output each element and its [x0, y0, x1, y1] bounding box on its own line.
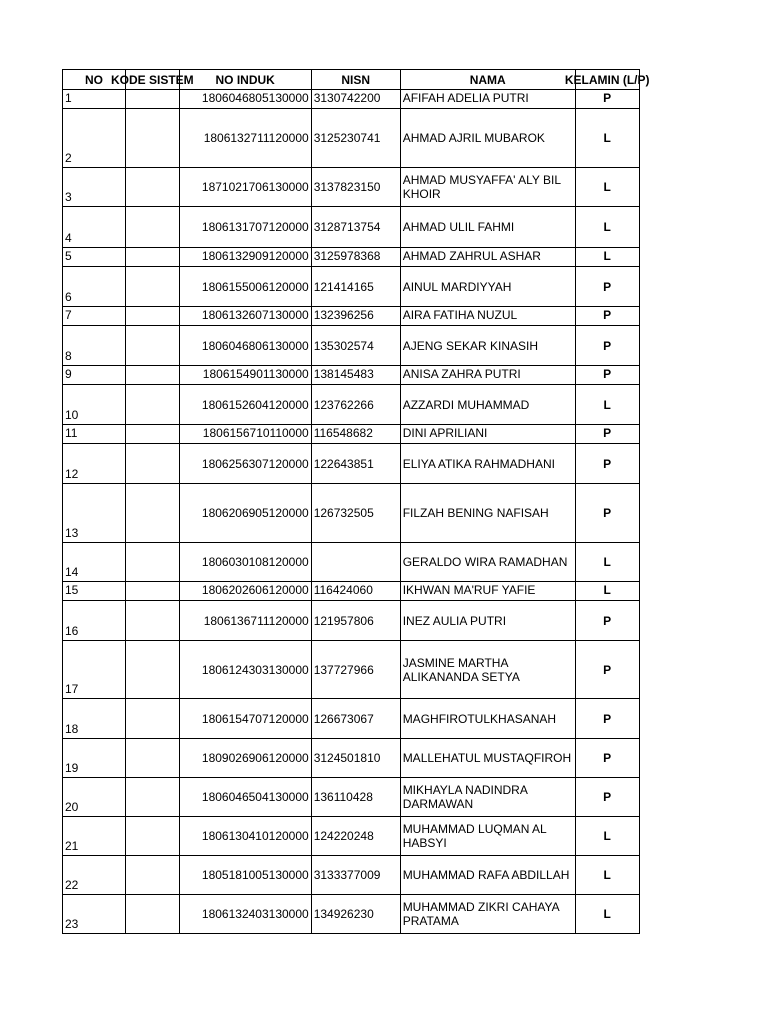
row-kode-sistem [126, 326, 180, 366]
row-kelamin: L [575, 817, 639, 856]
row-nama: AIRA FATIHA NUZUL [400, 307, 575, 326]
row-nama: MAGHFIROTULKHASANAH [400, 699, 575, 739]
row-nama: AFIFAH ADELIA PUTRI [400, 90, 575, 109]
table-row [63, 326, 640, 366]
row-no: 4 [63, 207, 126, 248]
row-kelamin: L [575, 582, 639, 601]
row-no: 1 [63, 90, 126, 109]
row-kode-sistem [126, 267, 180, 307]
table-body [63, 90, 640, 934]
row-no-induk: 1806152604120000 [179, 385, 311, 425]
row-nama: INEZ AULIA PUTRI [400, 601, 575, 641]
row-no-induk: 1806046806130000 [179, 326, 311, 366]
header-row [63, 70, 640, 90]
row-no: 16 [63, 601, 126, 641]
row-no: 17 [63, 641, 126, 699]
row-no: 18 [63, 699, 126, 739]
table-row [63, 444, 640, 484]
row-no-induk: 1806132909120000 [179, 248, 311, 267]
row-kelamin: P [575, 444, 639, 484]
header-nama: NAMA [400, 70, 575, 90]
row-nama: ANISA ZAHRA PUTRI [400, 366, 575, 385]
row-nama: AZZARDI MUHAMMAD [400, 385, 575, 425]
row-no: 10 [63, 385, 126, 425]
row-nama: MIKHAYLA NADINDRA DARMAWAN [400, 778, 575, 817]
row-kelamin: P [575, 366, 639, 385]
header-kelamin-label: KELAMIN (L/P) [564, 72, 650, 87]
table-row [63, 484, 640, 543]
row-nisn: 136110428 [311, 778, 400, 817]
row-kode-sistem [126, 543, 180, 582]
row-nama: IKHWAN MA'RUF YAFIE [400, 582, 575, 601]
table-row [63, 248, 640, 267]
row-no-induk: 1806132711120000 [179, 109, 311, 168]
row-no: 21 [63, 817, 126, 856]
row-kode-sistem [126, 856, 180, 895]
table-row [63, 425, 640, 444]
row-no: 14 [63, 543, 126, 582]
row-kode-sistem [126, 425, 180, 444]
row-no: 8 [63, 326, 126, 366]
row-kelamin: L [575, 109, 639, 168]
row-kelamin: P [575, 778, 639, 817]
row-no-induk: 1806132607130000 [179, 307, 311, 326]
table-row [63, 90, 640, 109]
row-kelamin: L [575, 385, 639, 425]
table-row [63, 699, 640, 739]
row-nama: JASMINE MARTHA ALIKANANDA SETYA [400, 641, 575, 699]
row-nama: AHMAD ULIL FAHMI [400, 207, 575, 248]
table-row [63, 778, 640, 817]
row-nisn: 3137823150 [311, 168, 400, 207]
row-no-induk: 1806046805130000 [179, 90, 311, 109]
table-row [63, 895, 640, 934]
row-kelamin: P [575, 699, 639, 739]
row-nama: AINUL MARDIYYAH [400, 267, 575, 307]
row-no: 13 [63, 484, 126, 543]
row-no-induk: 1806154707120000 [179, 699, 311, 739]
row-no: 9 [63, 366, 126, 385]
row-kode-sistem [126, 307, 180, 326]
row-nama: AHMAD MUSYAFFA' ALY BIL KHOIR [400, 168, 575, 207]
row-kelamin: P [575, 90, 639, 109]
row-kelamin: P [575, 739, 639, 778]
row-no-induk: 1809026906120000 [179, 739, 311, 778]
row-nama: MALLEHATUL MUSTAQFIROH [400, 739, 575, 778]
row-no: 20 [63, 778, 126, 817]
row-no-induk: 1806124303130000 [179, 641, 311, 699]
row-nisn: 3124501810 [311, 739, 400, 778]
row-nisn: 126673067 [311, 699, 400, 739]
row-nisn: 134926230 [311, 895, 400, 934]
row-no-induk: 1806132403130000 [179, 895, 311, 934]
row-kode-sistem [126, 895, 180, 934]
row-kelamin: P [575, 601, 639, 641]
header-no: NO [63, 70, 126, 90]
row-kode-sistem [126, 699, 180, 739]
row-nisn: 116548682 [311, 425, 400, 444]
table-row [63, 856, 640, 895]
row-no-induk: 1805181005130000 [179, 856, 311, 895]
row-kode-sistem [126, 90, 180, 109]
row-kelamin: P [575, 307, 639, 326]
row-nama: AJENG SEKAR KINASIH [400, 326, 575, 366]
table-row [63, 109, 640, 168]
row-nisn: 121957806 [311, 601, 400, 641]
row-nisn: 3128713754 [311, 207, 400, 248]
row-no: 2 [63, 109, 126, 168]
row-no-induk: 1806155006120000 [179, 267, 311, 307]
row-no-induk: 1806202606120000 [179, 582, 311, 601]
row-nama: DINI APRILIANI [400, 425, 575, 444]
row-nisn: 132396256 [311, 307, 400, 326]
row-nama: AHMAD AJRIL MUBAROK [400, 109, 575, 168]
header-no-induk: NO INDUK [179, 70, 311, 90]
row-kelamin: L [575, 168, 639, 207]
row-nisn: 3133377009 [311, 856, 400, 895]
row-kelamin: P [575, 326, 639, 366]
row-nisn: 137727966 [311, 641, 400, 699]
row-kode-sistem [126, 739, 180, 778]
row-nama: MUHAMMAD LUQMAN AL HABSYI [400, 817, 575, 856]
student-table [62, 69, 650, 934]
row-nama: ELIYA ATIKA RAHMADHANI [400, 444, 575, 484]
row-kode-sistem [126, 248, 180, 267]
row-kode-sistem [126, 778, 180, 817]
row-nisn: 138145483 [311, 366, 400, 385]
row-no: 23 [63, 895, 126, 934]
header-kode-sistem-label: KODE SISTEM [111, 72, 194, 87]
row-kode-sistem [126, 641, 180, 699]
row-kelamin: P [575, 484, 639, 543]
table-row [63, 307, 640, 326]
row-no-induk: 1806131707120000 [179, 207, 311, 248]
table-row [63, 582, 640, 601]
row-kode-sistem [126, 444, 180, 484]
row-no: 7 [63, 307, 126, 326]
row-kode-sistem [126, 601, 180, 641]
row-no-induk: 1806136711120000 [179, 601, 311, 641]
row-kelamin: P [575, 425, 639, 444]
table-row [63, 207, 640, 248]
header-kelamin [564, 70, 650, 90]
table-row [63, 739, 640, 778]
row-kode-sistem [126, 366, 180, 385]
row-no-induk: 1806154901130000 [179, 366, 311, 385]
row-kode-sistem [126, 484, 180, 543]
row-no: 11 [63, 425, 126, 444]
table-row [63, 601, 640, 641]
table-row [63, 817, 640, 856]
row-no-induk: 1806030108120000 [179, 543, 311, 582]
row-no: 12 [63, 444, 126, 484]
row-nama: GERALDO WIRA RAMADHAN [400, 543, 575, 582]
row-kelamin: L [575, 543, 639, 582]
row-nisn: 3130742200 [311, 90, 400, 109]
row-no: 15 [63, 582, 126, 601]
row-nisn: 122643851 [311, 444, 400, 484]
row-nisn: 135302574 [311, 326, 400, 366]
row-nisn: 126732505 [311, 484, 400, 543]
row-kelamin: P [575, 641, 639, 699]
header-nisn: NISN [311, 70, 400, 90]
row-nisn: 116424060 [311, 582, 400, 601]
row-kelamin: L [575, 856, 639, 895]
row-nisn: 124220248 [311, 817, 400, 856]
row-no-induk: 1806206905120000 [179, 484, 311, 543]
row-no: 6 [63, 267, 126, 307]
row-nama: FILZAH BENING NAFISAH [400, 484, 575, 543]
row-kode-sistem [126, 582, 180, 601]
row-no: 5 [63, 248, 126, 267]
row-kode-sistem [126, 109, 180, 168]
row-nama: AHMAD ZAHRUL ASHAR [400, 248, 575, 267]
row-kelamin: L [575, 207, 639, 248]
row-kelamin: L [575, 248, 639, 267]
row-kode-sistem [126, 385, 180, 425]
row-no-induk: 1806046504130000 [179, 778, 311, 817]
table-row [63, 366, 640, 385]
row-no-induk: 1871021706130000 [179, 168, 311, 207]
row-kelamin: L [575, 895, 639, 934]
row-kode-sistem [126, 207, 180, 248]
row-nama: MUHAMMAD RAFA ABDILLAH [400, 856, 575, 895]
row-kode-sistem [126, 168, 180, 207]
row-no-induk: 1806156710110000 [179, 425, 311, 444]
row-nisn [311, 543, 400, 582]
row-nisn: 121414165 [311, 267, 400, 307]
row-nama: MUHAMMAD ZIKRI CAHAYA PRATAMA [400, 895, 575, 934]
row-nisn: 123762266 [311, 385, 400, 425]
row-no-induk: 1806130410120000 [179, 817, 311, 856]
row-no: 22 [63, 856, 126, 895]
row-no-induk: 1806256307120000 [179, 444, 311, 484]
row-nisn: 3125230741 [311, 109, 400, 168]
table-row [63, 543, 640, 582]
table-row [63, 385, 640, 425]
table-row [63, 267, 640, 307]
row-no: 3 [63, 168, 126, 207]
row-nisn: 3125978368 [311, 248, 400, 267]
row-no: 19 [63, 739, 126, 778]
row-kode-sistem [126, 817, 180, 856]
row-kelamin: P [575, 267, 639, 307]
table-row [63, 168, 640, 207]
table-row [63, 641, 640, 699]
header-kode-sistem [111, 70, 194, 90]
